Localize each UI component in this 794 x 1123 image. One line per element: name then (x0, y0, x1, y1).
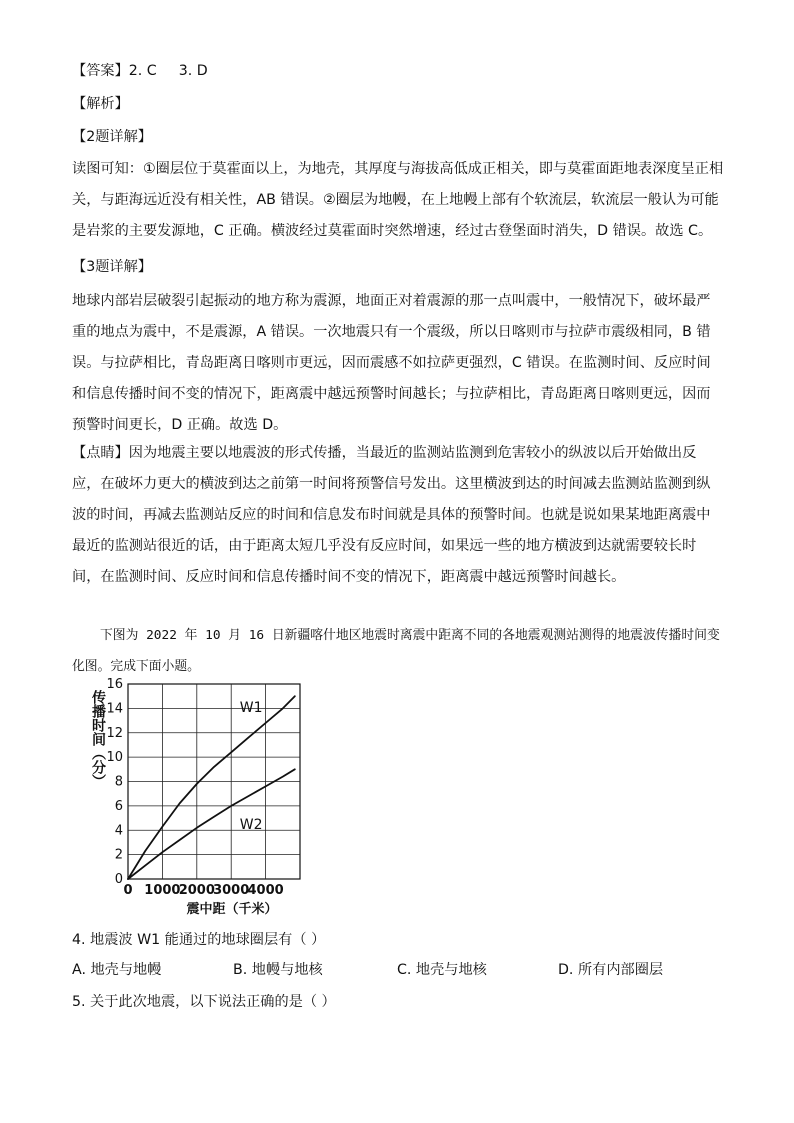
question-5-stem: 5. 关于此次地震，以下说法正确的是（ ） (72, 994, 336, 1010)
analysis-label: 【解析】 (72, 96, 129, 112)
tips-text: 因为地震主要以地震波的形式传播，当最近的监测站监测到危害较小的纵波以后开始做出反应，在破坏力更大的横波到达之前第一时间将预警信号发出。这里横波到达的时间减去监测站监测到纵波的时间，再减去监测站反应的时间和信息发布时间就是具体的预警时间。也就是说如果某地距离震中最近的监测站很近的话，由于距离太短几乎没有反应时间，如果远一些的地方横波到达就需要较长时间，在监测时间、反应时间和信息传播时间不变的情况下，距离震中越远预警时间越长。 (72, 445, 711, 585)
x-tick-label: 4000 (247, 883, 284, 898)
x-tick-label: 1000 (144, 883, 181, 898)
x-tick-label: 3000 (213, 883, 250, 898)
q2-detail-text: 读图可知：①圈层位于莫霍面以上，为地壳，其厚度与海拔高低成正相关，即与莫霍面距地表深度呈正相关，与距海远近没有相关性，AB 错误。②圈层为地幔，在上地幔上部有个软流层，软流层一般认为可能是岩浆的主要发源地，C 正确。横波经过莫霍面时突然增速，经过古登堡面时消失，D 错误。故选 C。 (72, 161, 724, 239)
y-tick-label: 0 (114, 872, 123, 887)
answer-q2: 2. C (128, 63, 157, 79)
question-4-option-d[interactable]: D. 所有内部圈层 (558, 962, 664, 978)
intro-text: 下图为 2022 年 10 月 16 日新疆喀什地区地震时离震中距离不同的各地震观测站测得的地震波传播时间变化图。完成下面小题。 (72, 628, 720, 674)
seismic-wave-chart (90, 672, 330, 920)
x-tick-label: 2000 (178, 883, 215, 898)
answer-q3: 3. D (178, 63, 208, 79)
q3-detail-label: 【3题详解】 (72, 259, 152, 275)
x-axis-label: 震中距（千米） (186, 902, 278, 917)
tips-label: 【点睛】 (72, 445, 129, 461)
q3-detail-text: 地球内部岩层破裂引起振动的地方称为震源，地面正对着震源的那一点叫震中，一般情况下，破坏最严重的地点为震中，不是震源，A 错误。一次地震只有一个震级，所以日喀则市与拉萨市震级相同，B 错误。与拉萨相比，青岛距离日喀则市更远，因而震感不如拉萨更强烈，C 错误。在监测时间、反应时间和信息传播时间不变的情况下，距离震中越远预警时间越长；与拉萨相比，青岛距离日喀则更远，因而预警时间更长，D 正确。故选 D。 (72, 293, 711, 433)
question-4-option-b[interactable]: B. 地幔与地核 (233, 962, 323, 978)
tips-paragraph (72, 438, 724, 593)
y-tick-label: 6 (114, 798, 123, 814)
y-tick-label: 14 (106, 701, 123, 717)
y-tick-label: 10 (106, 750, 123, 766)
y-tick-label: 8 (114, 774, 123, 790)
y-tick-label: 2 (114, 847, 123, 863)
y-tick-label: 16 (106, 677, 123, 692)
chart-svg (90, 672, 330, 920)
question-4-stem: 4. 地震波 W1 能通过的地球圈层有（ ） (72, 932, 326, 948)
series-w1-label: W1 (239, 700, 263, 717)
answer-label: 【答案】 (72, 63, 129, 79)
question-4-option-c[interactable]: C. 地壳与地核 (397, 962, 487, 978)
y-tick-label: 12 (106, 725, 123, 741)
x-tick-label: 0 (123, 883, 133, 898)
answer-line (72, 56, 724, 87)
question-4-option-a[interactable]: A. 地壳与地幔 (72, 962, 162, 978)
y-tick-label: 4 (114, 823, 123, 839)
q2-detail-label: 【2题详解】 (72, 129, 152, 145)
series-w2-label: W2 (239, 817, 263, 834)
y-axis-label: 传播时间（分） (90, 690, 106, 788)
